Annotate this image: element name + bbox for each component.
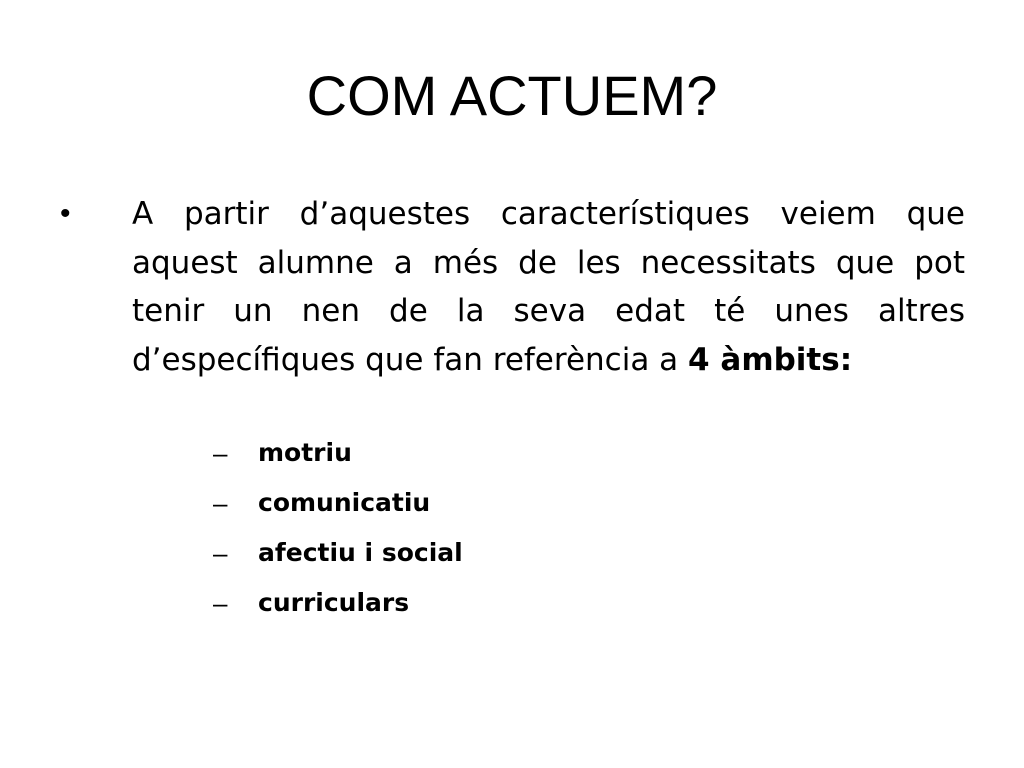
sub-item-label: comunicatiu: [258, 488, 431, 517]
bullet-marker: •: [60, 197, 71, 230]
sub-item-motriu: [213, 430, 713, 480]
bullet-text-body: A partir d’aquestes característiques veiem que aquest alumne a més de les necessitats que pot tenir un nen de la seva edat té unes altres d’específiques que fan referència a: [132, 196, 965, 378]
dash-marker: –: [213, 488, 228, 518]
sub-item-afectiu-i-social: [213, 530, 713, 580]
sub-item-label: afectiu i social: [258, 538, 463, 567]
dash-marker: –: [213, 438, 228, 468]
sub-item-label: motriu: [258, 438, 352, 467]
slide-title: COM ACTUEM?: [306, 64, 718, 127]
sub-item-comunicatiu: [213, 480, 713, 530]
sub-list: [213, 430, 713, 630]
dash-marker: –: [213, 538, 228, 568]
bullet-emphasis: 4 àmbits:: [688, 341, 853, 378]
bullet-text: [132, 190, 965, 384]
dash-marker: –: [213, 588, 228, 618]
sub-item-label: curriculars: [258, 588, 410, 617]
sub-item-curriculars: [213, 580, 713, 630]
